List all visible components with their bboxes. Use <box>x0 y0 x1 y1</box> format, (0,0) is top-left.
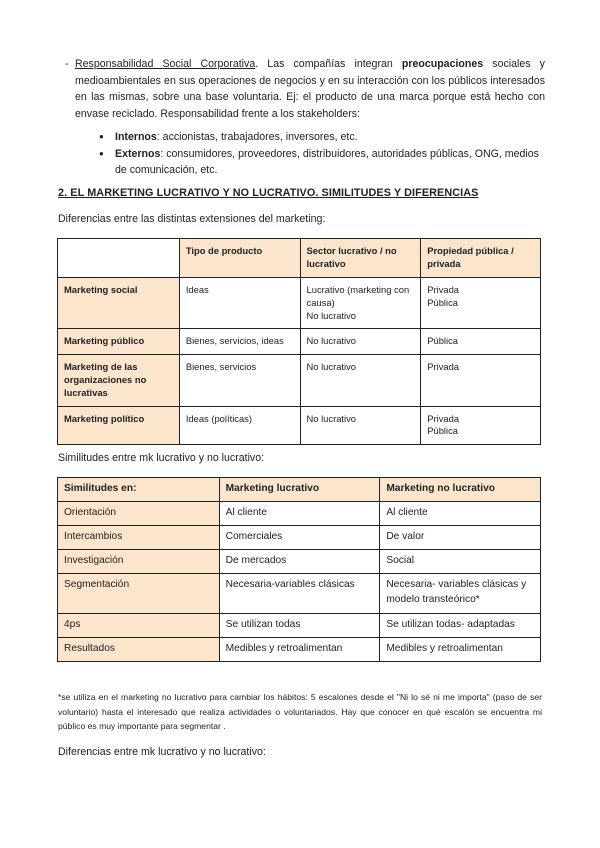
similarities-intro: Similitudes entre mk lucrativo y no lucrativo: <box>58 452 265 464</box>
table-cell: Ideas <box>179 278 300 329</box>
table-header-cell: Sector lucrativo / no lucrativo <box>300 239 421 278</box>
bullet-text: : consumidores, proveedores, distribuidores, autoridades públicas, ONG, medios de comunicación, etc. <box>115 147 539 176</box>
footnote: *se utiliza en el marketing no lucrativo para cambiar los hábitos: 5 escalones desde el "Ni lo sé ni me importa" (paso de ser voluntario) hasta el interesado que realiza actividades o voluntariados. Hay que conocer en qué escalón se encuentra mi público es muy importante para segmentar . <box>58 692 542 731</box>
table-cell: Social <box>380 550 541 574</box>
table-header-cell: Tipo de producto <box>179 239 300 278</box>
table-row <box>58 526 541 550</box>
bullet-text: : accionistas, trabajadores, inversores, etc. <box>156 131 358 143</box>
cell-line: Pública <box>427 296 458 308</box>
cell-line: Lucrativo (marketing con causa) <box>306 284 410 308</box>
list-item <box>115 129 545 146</box>
table-row <box>58 550 541 574</box>
table-header-row <box>58 478 541 502</box>
row-header-cell: 4ps <box>58 614 220 638</box>
table-cell: Medibles y retroalimentan <box>380 638 541 662</box>
table-cell: No lucrativo <box>300 406 421 445</box>
similarities-table <box>57 477 541 662</box>
differences-intro: Diferencias entre las distintas extensiones del marketing: <box>58 213 326 225</box>
table-cell: De mercados <box>219 550 380 574</box>
table-cell: Comerciales <box>219 526 380 550</box>
bullet-label: Externos <box>115 147 161 160</box>
table-cell: Medibles y retroalimentan <box>219 638 380 662</box>
table-header-row <box>58 239 541 278</box>
stakeholder-list <box>115 129 545 179</box>
table-cell: Pública <box>421 329 541 355</box>
dash-marker: - <box>65 58 69 70</box>
table-row <box>58 329 541 355</box>
table-cell <box>421 406 541 445</box>
rsc-paragraph <box>75 56 545 122</box>
row-header-cell: Marketing político <box>58 406 180 445</box>
rsc-term: Responsabilidad Social Corporativa <box>75 58 256 70</box>
differences-intro-2: Diferencias entre mk lucrativo y no lucrativo: <box>58 746 266 758</box>
table-cell: Necesaria-variables clásicas <box>219 574 380 614</box>
table-header-cell: Marketing lucrativo <box>219 478 380 502</box>
row-header-cell: Investigación <box>58 550 220 574</box>
rsc-text-b: sociales y medioambientales en sus operaciones de negocios y en su interacción con los públicos interesados en las mismas, sobre una base voluntaria. Ej: el producto de una marca porque está hecho con envase reciclado. Responsabilidad frente a los stakeholders: <box>75 58 545 120</box>
row-header-cell: Segmentación <box>58 574 220 614</box>
row-header-cell: Marketing social <box>58 278 180 329</box>
cell-line: No lucrativo <box>306 309 357 321</box>
row-header-cell: Resultados <box>58 638 220 662</box>
table-cell: Se utilizan todas <box>219 614 380 638</box>
table-cell: Necesaria- variables clásicas y modelo transteórico* <box>380 574 541 614</box>
table-row <box>58 638 541 662</box>
table-header-cell: Propiedad pública / privada <box>421 239 541 278</box>
rsc-bold: preocupaciones <box>401 58 484 70</box>
table-cell <box>300 278 421 329</box>
table-cell: Al cliente <box>219 502 380 526</box>
section-heading: 2. EL MARKETING LUCRATIVO Y NO LUCRATIVO. SIMILITUDES Y DIFERENCIAS <box>58 187 479 199</box>
table-row <box>58 278 541 329</box>
table-row <box>58 614 541 638</box>
table-header-cell: Marketing no lucrativo <box>380 478 541 502</box>
table-cell: No lucrativo <box>300 355 421 406</box>
cell-line: Privada <box>427 412 460 424</box>
rsc-list-item <box>65 56 545 122</box>
table-header-cell: Similitudes en: <box>58 478 220 502</box>
table-cell: Bienes, servicios <box>179 355 300 406</box>
table-cell: Se utilizan todas- adaptadas <box>380 614 541 638</box>
rsc-text-a: . Las compañías integran <box>255 58 402 70</box>
table-row <box>58 406 541 445</box>
bullet-label: Internos <box>115 131 157 143</box>
table-cell: De valor <box>380 526 541 550</box>
list-item <box>115 146 545 179</box>
table-cell: Privada <box>421 355 541 406</box>
table-row <box>58 574 541 614</box>
table-row <box>58 502 541 526</box>
table-cell: Ideas (políticas) <box>179 406 300 445</box>
row-header-cell: Intercambios <box>58 526 220 550</box>
row-header-cell: Marketing público <box>58 329 180 355</box>
extensions-table <box>57 238 541 445</box>
cell-line: Privada <box>427 284 460 295</box>
table-cell: Al cliente <box>380 502 541 526</box>
table-row <box>58 355 541 406</box>
table-cell: Bienes, servicios, ideas <box>179 329 300 355</box>
table-cell <box>421 278 541 329</box>
cell-line: Pública <box>427 425 458 437</box>
row-header-cell: Marketing de las organizaciones no lucrativas <box>58 355 180 406</box>
table-cell <box>58 239 180 278</box>
table-cell: No lucrativo <box>300 329 421 355</box>
row-header-cell: Orientación <box>58 502 220 526</box>
